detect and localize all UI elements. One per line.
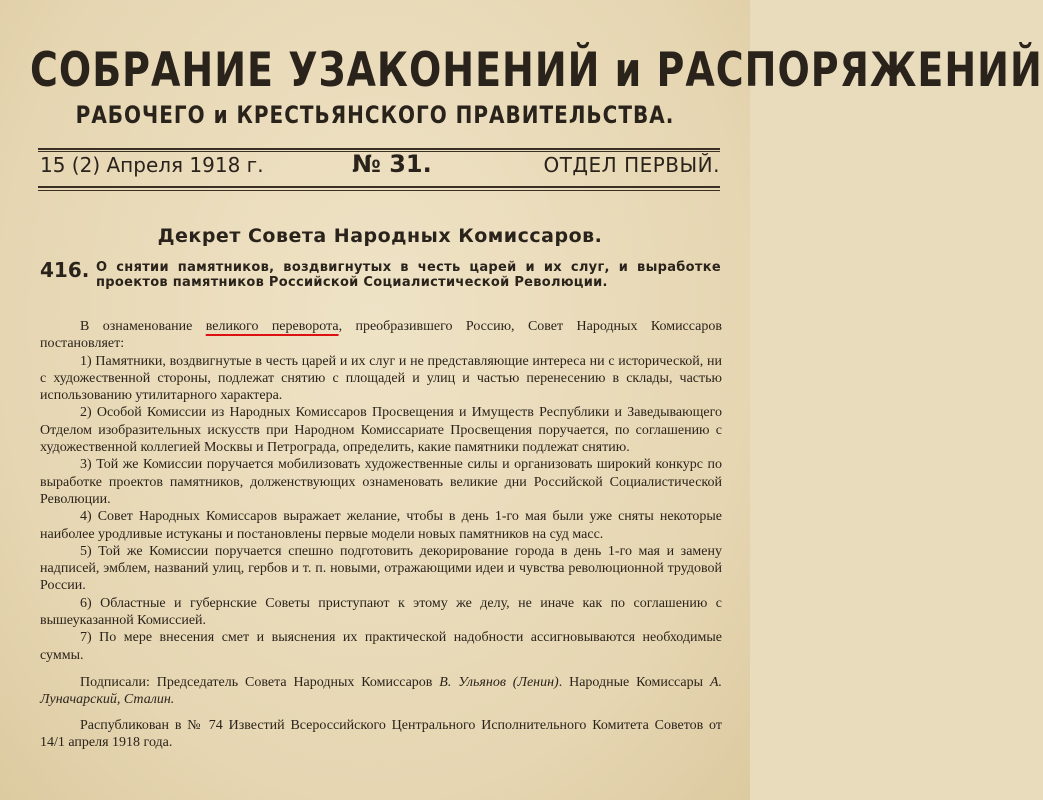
- intro-paragraph: [40, 318, 722, 353]
- paragraph-3: 3) Той же Комиссии поручается мобилизовать художественные силы и организовать широкий конкурс по выработке проектов памятников, долженствующих ознаменовать великие дни Российской Социалистической Революции.: [40, 457, 722, 507]
- decree-body: [40, 318, 722, 751]
- publication-note: Распубликован в № 74 Известий Всероссийского Центрального Исполнительного Комитета Советов от 14/1 апреля 1918 года.: [40, 717, 722, 750]
- masthead-rule-bottom-thin: [38, 190, 720, 191]
- paragraph-2: 2) Особой Комиссии из Народных Комиссаров Просвещения и Имуществ Республики и Заведывающего Отделом изобразительных искусств при Народном Комиссариате Просвещения поручается, по соглашению с художественной коллегией Москвы и Петрограда, определить, какие памятники подлежат снятию.: [40, 405, 722, 456]
- item-title: О снятии памятников, воздвигнутых в честь царей и их слуг, и выработке проектов памятников Российской Социалистической Революции.: [96, 260, 721, 290]
- paragraph-7: 7) По мере внесения смет и выяснения их практической надобности ассигновываются необходимые суммы.: [40, 630, 722, 663]
- masthead-subtitle: РАБОЧЕГО и КРЕСТЬЯНСКОГО ПРАВИТЕЛЬСТВА.: [75, 100, 675, 129]
- intro-text-pre: В ознаменование: [80, 319, 206, 334]
- signatures: [40, 674, 722, 709]
- issue-section: ОТДЕЛ ПЕРВЫЙ.: [543, 153, 720, 177]
- issue-date: 15 (2) Апреля 1918 г.: [40, 153, 264, 177]
- signature-text-mid: . Народные Комиссары: [558, 674, 710, 690]
- paragraph-5: 5) Той же Комиссии поручается спешно подготовить декорирование города в день 1-го мая и замену надписей, эмблем, названий улиц, гербов и т. п. новыми, отражающими идеи и чувства революционной трудовой России.: [40, 543, 722, 594]
- masthead-title: СОБРАНИЕ УЗАКОНЕНИЙ и РАСПОРЯЖЕНИЙ: [30, 42, 1043, 97]
- signature-commissars: А. Луначарский, Сталин.: [40, 674, 722, 708]
- signature-text-pre: Подписали: Председатель Совета Народных Комиссаров: [80, 674, 440, 690]
- paragraph-1: 1) Памятники, воздвигнутые в честь царей и их слуг и не представляющие интереса ни с исторической, ни с художественной стороны, подлежат снятию с площадей и улиц и частью перенесению в склады, частью использованию утилитарного характера.: [40, 353, 722, 404]
- masthead-rule-bottom: [38, 186, 720, 188]
- intro-underlined-phrase: великого переворота: [205, 319, 339, 334]
- item-number: 416.: [40, 258, 90, 282]
- intro-text-post: , преобразившего Россию, Совет Народных Комиссаров постановляет:: [40, 319, 722, 352]
- signature-lenin: В. Ульянов (Ленин): [439, 674, 559, 690]
- paragraph-6: 6) Областные и губернские Советы приступают к этому же делу, не иначе как по соглашению с вышеуказанной Комиссией.: [40, 595, 722, 629]
- issue-number: № 31.: [352, 150, 432, 178]
- decree-title: Декрет Совета Народных Комиссаров.: [157, 225, 603, 247]
- paragraph-4: 4) Совет Народных Комиссаров выражает желание, чтобы в день 1-го мая были уже сняты некоторые наиболее уродливые истуканы и постановлены первые модели новых памятников на суд масс.: [40, 509, 722, 542]
- issue-row: [40, 150, 720, 183]
